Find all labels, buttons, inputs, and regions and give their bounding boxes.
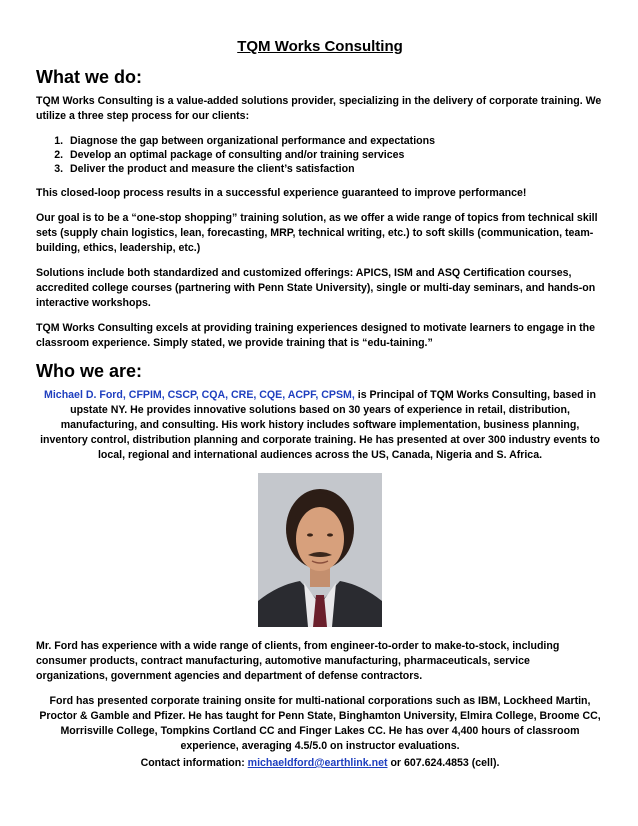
- intro-paragraph: TQM Works Consulting is a value-added solutions provider, specializing in the delivery of corporate training. We utilize a three step process for our clients:: [36, 95, 602, 122]
- step-item: 2. Develop an optimal package of consulting and/or training services: [66, 148, 604, 162]
- contact-line: [36, 756, 604, 771]
- bio-text: is Principal of TQM Works Consulting, based in upstate NY. He provides innovative solutions based on 30 years of experience in retail, distribution, manufacturing, and consulting. His work history includes software implementation, business planning, inventory control, distribution planning and corporate training. He has presented at over 300 industry events to local, regional and international audiences across the US, Canada, Nigeria and S. Africa.: [40, 389, 600, 461]
- what-we-do-heading: What we do:: [36, 67, 142, 87]
- process-steps-list: [36, 134, 604, 176]
- closed-loop-paragraph: This closed-loop process results in a successful experience guaranteed to improve performance!: [36, 187, 527, 199]
- contact-suffix: or 607.624.4853 (cell).: [387, 757, 500, 769]
- step-item: 3. Deliver the product and measure the client’s satisfaction: [66, 162, 604, 176]
- bio-paragraph: [36, 388, 604, 463]
- training-paragraph: Ford has presented corporate training onsite for multi-national corporations such as IBM, Lockheed Martin, Proctor & Gamble and Pfizer. He has taught for Penn State, Binghamton University, Elmira College, Broome CC, Morrisville College, Tompkins Cortland CC and Finger Lakes CC. He has over 4,400 hours of classroom experience, averaging 4.5/5.0 on instructor evaluations.: [39, 695, 601, 752]
- goal-paragraph: Our goal is to be a “one-stop shopping” training solution, as we offer a wide range of topics from technical skill sets (supply chain logistics, lean, forecasting, MRP, technical writing, etc.) to soft skills (communication, team-building, ethics, leadership, etc.): [36, 212, 598, 254]
- document-title: TQM Works Consulting: [237, 38, 403, 55]
- solutions-paragraph: Solutions include both standardized and customized offerings: APICS, ISM and ASQ Certification courses, accredited college courses (partnering with Penn State University), single or multi-day seminars, and hands-on interactive workshops.: [36, 267, 596, 309]
- portrait-photo: [258, 473, 382, 627]
- name-credentials: Michael D. Ford, CFPIM, CSCP, CQA, CRE, CQE, ACPF, CPSM,: [44, 389, 355, 401]
- document-page: [36, 38, 604, 781]
- excels-paragraph: TQM Works Consulting excels at providing training experiences designed to motivate learners to engage in the classroom experience. Simply stated, we provide training that is “edu-taining.”: [36, 322, 596, 349]
- step-item: 1. Diagnose the gap between organizational performance and expectations: [66, 134, 604, 148]
- portrait-image: [258, 473, 382, 627]
- experience-paragraph: Mr. Ford has experience with a wide range of clients, from engineer-to-order to make-to-stock, including consumer products, contract manufacturing, automotive manufacturing, pharmaceuticals, service organizations, government agencies and department of defense contractors.: [36, 640, 560, 682]
- who-we-are-heading: Who we are:: [36, 361, 143, 381]
- contact-prefix: Contact information:: [140, 757, 248, 769]
- photo-container: [36, 473, 604, 627]
- contact-email-link[interactable]: michaeldford@earthlink.net: [247, 757, 388, 769]
